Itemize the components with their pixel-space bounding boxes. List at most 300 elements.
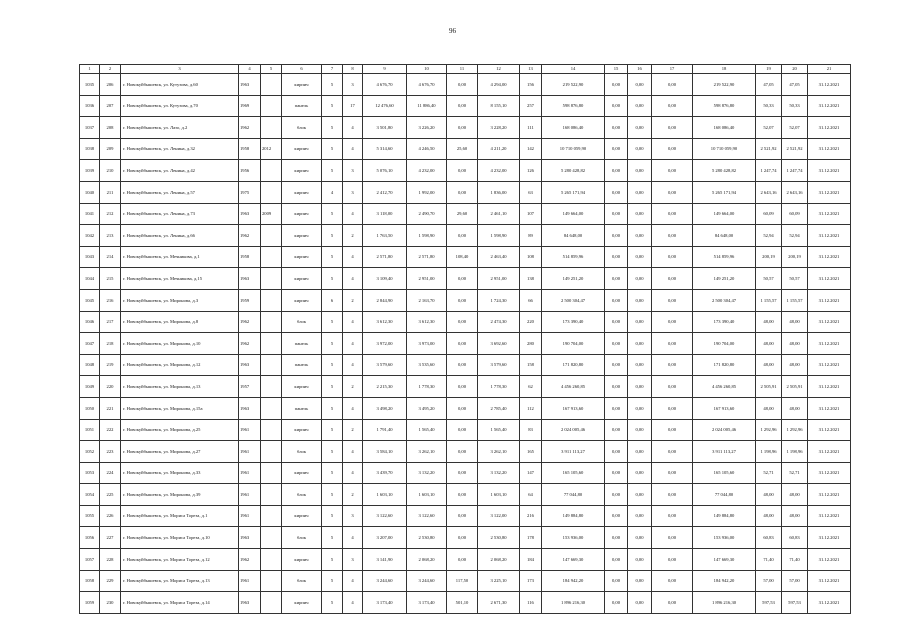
table-cell: 5 bbox=[322, 246, 343, 268]
table-cell bbox=[261, 484, 282, 506]
table-cell: 0,00 bbox=[628, 397, 652, 419]
table-cell: 0,00 bbox=[605, 74, 628, 96]
table-cell: 10 710 059,90 bbox=[542, 138, 605, 160]
table-cell: 1956 bbox=[239, 160, 261, 182]
table-cell: 2 505,91 bbox=[756, 376, 782, 398]
table-cell: панель bbox=[282, 333, 322, 355]
table-cell: 3 173,40 bbox=[363, 592, 407, 614]
table-row bbox=[80, 441, 851, 463]
table-cell: 1056 bbox=[80, 527, 100, 549]
table-cell: 0,00 bbox=[652, 354, 693, 376]
table-cell: 0,00 bbox=[605, 203, 628, 225]
table-cell: 2 785,40 bbox=[478, 397, 520, 419]
table-cell: блок bbox=[282, 441, 322, 463]
column-header: 14 bbox=[542, 65, 605, 74]
table-cell: 11 886,40 bbox=[407, 95, 447, 117]
table-cell: 1054 bbox=[80, 484, 100, 506]
table-cell: 48,00 bbox=[756, 505, 782, 527]
table-cell: 153 936,00 bbox=[693, 527, 756, 549]
table-cell: 211 bbox=[100, 181, 121, 203]
table-cell: 71,40 bbox=[782, 549, 808, 571]
table-cell: 280 bbox=[520, 333, 542, 355]
table-cell: 3 612,30 bbox=[363, 311, 407, 333]
table-cell: 48,00 bbox=[782, 311, 808, 333]
table-cell: 1 247,74 bbox=[756, 160, 782, 182]
table-cell: 1 247,74 bbox=[782, 160, 808, 182]
table-cell: 2 068,20 bbox=[478, 549, 520, 571]
table-cell: 5 265 171,94 bbox=[693, 181, 756, 203]
table-cell: г. Новокуйбышевск, ул. Кутузова, д.70 bbox=[121, 95, 239, 117]
table-cell: 4 bbox=[343, 117, 363, 139]
table-cell: г. Новокуйбышевск, ул. Ленина, д.73 bbox=[121, 203, 239, 225]
table-cell: 209 bbox=[100, 138, 121, 160]
table-cell: 77 044,80 bbox=[542, 484, 605, 506]
table-cell: 5 bbox=[322, 117, 343, 139]
table-cell: 217 bbox=[100, 311, 121, 333]
table-header bbox=[80, 65, 851, 74]
table-cell: 0,00 bbox=[628, 505, 652, 527]
table-cell: 2 643,16 bbox=[756, 181, 782, 203]
table-cell: 220 bbox=[520, 311, 542, 333]
table-cell: 2 163,70 bbox=[407, 289, 447, 311]
table-row bbox=[80, 505, 851, 527]
table-cell: 149 664,00 bbox=[693, 203, 756, 225]
table-cell: кирпич bbox=[282, 549, 322, 571]
table-cell: 50,33 bbox=[756, 95, 782, 117]
table-cell: 226 bbox=[100, 505, 121, 527]
table-cell: 2 643,16 bbox=[782, 181, 808, 203]
table-cell: кирпич bbox=[282, 376, 322, 398]
table-cell: 1 896 216,30 bbox=[693, 592, 756, 614]
table-cell: 215 bbox=[100, 268, 121, 290]
table-cell: 0,00 bbox=[628, 441, 652, 463]
table-cell: 184 942,20 bbox=[693, 570, 756, 592]
table-cell: 48,00 bbox=[782, 505, 808, 527]
table-cell: 4 bbox=[343, 570, 363, 592]
table-cell: 2 951,00 bbox=[407, 268, 447, 290]
table-cell: 0,00 bbox=[605, 462, 628, 484]
table-cell: г. Новокуйбышевск, ул. Миронова, д.39 bbox=[121, 484, 239, 506]
table-cell: 218 bbox=[100, 333, 121, 355]
table-cell: 0,00 bbox=[447, 397, 478, 419]
table-cell: 1051 bbox=[80, 419, 100, 441]
table-cell: 0,00 bbox=[628, 268, 652, 290]
table-cell: 1 155,57 bbox=[756, 289, 782, 311]
table-row bbox=[80, 462, 851, 484]
table-cell: г. Новокуйбышевск, ул. Миронова, д.12 bbox=[121, 354, 239, 376]
table-cell: 108,40 bbox=[447, 246, 478, 268]
table-cell: 31.12.2021 bbox=[808, 203, 851, 225]
table-cell: 1961 bbox=[239, 484, 261, 506]
table-cell: 0,00 bbox=[605, 505, 628, 527]
table-cell: г. Новокуйбышевск, ул. Мориса Тореза, д.13 bbox=[121, 570, 239, 592]
table-cell: 228 bbox=[100, 549, 121, 571]
table-cell: г. Новокуйбышевск, ул. Ленина, д.42 bbox=[121, 160, 239, 182]
table-cell: 0,00 bbox=[605, 160, 628, 182]
table-cell: кирпич bbox=[282, 160, 322, 182]
table-cell: г. Новокуйбышевск, ул. Мориса Тореза, д.10 bbox=[121, 527, 239, 549]
table-cell: 1043 bbox=[80, 246, 100, 268]
table-cell: 147 bbox=[520, 462, 542, 484]
column-header: 21 bbox=[808, 65, 851, 74]
table-cell: 0,00 bbox=[605, 592, 628, 614]
table-cell: 2 412,70 bbox=[363, 181, 407, 203]
table-cell: 3 579,60 bbox=[363, 354, 407, 376]
table-cell: 3 535,60 bbox=[407, 354, 447, 376]
table-cell: панель bbox=[282, 95, 322, 117]
table-cell: 0,00 bbox=[652, 160, 693, 182]
table-cell: 227 bbox=[100, 527, 121, 549]
table-cell: 1975 bbox=[239, 181, 261, 203]
table-cell bbox=[261, 95, 282, 117]
table-cell: 1963 bbox=[239, 354, 261, 376]
column-header: 16 bbox=[628, 65, 652, 74]
table-cell: 1035 bbox=[80, 74, 100, 96]
column-header: 13 bbox=[520, 65, 542, 74]
table-cell: 5 314,60 bbox=[363, 138, 407, 160]
table-cell bbox=[261, 354, 282, 376]
table-cell: 5 bbox=[322, 570, 343, 592]
table-cell: 0,00 bbox=[447, 74, 478, 96]
table-cell: 0,00 bbox=[628, 333, 652, 355]
table-cell bbox=[261, 549, 282, 571]
table-cell: 219 522,90 bbox=[542, 74, 605, 96]
table-cell: 116 bbox=[520, 592, 542, 614]
table-cell: 31.12.2021 bbox=[808, 311, 851, 333]
table-cell: 0,00 bbox=[652, 74, 693, 96]
table-cell: 1044 bbox=[80, 268, 100, 290]
table-cell: 2012 bbox=[261, 138, 282, 160]
table-cell: 89 bbox=[520, 225, 542, 247]
table-cell: 50,57 bbox=[756, 268, 782, 290]
table-cell: 60,83 bbox=[756, 527, 782, 549]
table-cell: 5 bbox=[322, 354, 343, 376]
table-row bbox=[80, 376, 851, 398]
table-cell: 2 bbox=[343, 376, 363, 398]
table-cell: г. Новокуйбышевск, ул. Кутузова, д.60 bbox=[121, 74, 239, 96]
table-cell: 149 884,80 bbox=[693, 505, 756, 527]
table-cell: 0,00 bbox=[605, 527, 628, 549]
table-cell: 1048 bbox=[80, 354, 100, 376]
table-cell: 71,40 bbox=[756, 549, 782, 571]
table-cell: 5 bbox=[322, 462, 343, 484]
table-cell: 0,00 bbox=[605, 138, 628, 160]
table-cell: 190 704,00 bbox=[693, 333, 756, 355]
table-cell: 3 584,10 bbox=[363, 441, 407, 463]
table-cell: 47,05 bbox=[782, 74, 808, 96]
table-cell: кирпич bbox=[282, 181, 322, 203]
table-cell bbox=[261, 462, 282, 484]
table-cell: 3 911 113,27 bbox=[693, 441, 756, 463]
table-cell: 48,00 bbox=[782, 484, 808, 506]
table-cell: 0,00 bbox=[628, 484, 652, 506]
table-cell bbox=[261, 117, 282, 139]
table-cell: 0,00 bbox=[447, 268, 478, 290]
table-cell: 4 676,70 bbox=[407, 74, 447, 96]
table-cell: кирпич bbox=[282, 246, 322, 268]
table-cell: 31.12.2021 bbox=[808, 397, 851, 419]
table-cell: 1961 bbox=[239, 419, 261, 441]
table-cell: г. Новокуйбышевск, ул. Мориса Тореза, д.12 bbox=[121, 549, 239, 571]
table-cell: панель bbox=[282, 397, 322, 419]
table-cell: 48,00 bbox=[782, 354, 808, 376]
column-header: 17 bbox=[652, 65, 693, 74]
table-cell: 5 bbox=[322, 592, 343, 614]
table-cell: 0,00 bbox=[628, 462, 652, 484]
table-cell: 208 bbox=[100, 117, 121, 139]
table-cell: 4 bbox=[343, 203, 363, 225]
table-cell: 52,07 bbox=[782, 117, 808, 139]
table-cell: г. Новокуйбышевск, ул. Ленина, д.57 bbox=[121, 181, 239, 203]
table-cell: 3 972,00 bbox=[363, 333, 407, 355]
table-cell: г. Новокуйбышевск, ул. Миронова, д.33 bbox=[121, 462, 239, 484]
table-cell: 0,00 bbox=[605, 570, 628, 592]
table-cell: 5 bbox=[322, 333, 343, 355]
table-cell: 1 603,10 bbox=[363, 484, 407, 506]
table-cell: 2 571,80 bbox=[407, 246, 447, 268]
column-header: 1 bbox=[80, 65, 100, 74]
table-row bbox=[80, 268, 851, 290]
table-cell: 0,00 bbox=[447, 181, 478, 203]
table-cell: 514 859,96 bbox=[693, 246, 756, 268]
table-cell: 4 456 260,85 bbox=[542, 376, 605, 398]
column-header: 4 bbox=[239, 65, 261, 74]
table-cell: 1057 bbox=[80, 549, 100, 571]
table-cell: 4 bbox=[343, 397, 363, 419]
table-cell: 4 bbox=[343, 333, 363, 355]
table-row bbox=[80, 311, 851, 333]
table-cell: 29,60 bbox=[447, 203, 478, 225]
table-cell: 229 bbox=[100, 570, 121, 592]
table-cell: 52,71 bbox=[756, 462, 782, 484]
table-cell: 5 bbox=[322, 268, 343, 290]
table-cell: 0,00 bbox=[447, 354, 478, 376]
table-cell: 0,00 bbox=[447, 289, 478, 311]
table-cell: 111 bbox=[520, 117, 542, 139]
table-cell: 3 439,70 bbox=[363, 462, 407, 484]
table-cell: 5 bbox=[322, 441, 343, 463]
table-cell: 4 676,70 bbox=[363, 74, 407, 96]
table-cell: 1050 bbox=[80, 397, 100, 419]
column-header: 12 bbox=[478, 65, 520, 74]
table-cell: 8 155,10 bbox=[478, 95, 520, 117]
table-cell: 0,00 bbox=[652, 549, 693, 571]
table-cell bbox=[261, 268, 282, 290]
table-cell: 117,50 bbox=[447, 570, 478, 592]
table-cell: 1 763,50 bbox=[363, 225, 407, 247]
table-cell: блок bbox=[282, 311, 322, 333]
table-cell: 1961 bbox=[239, 441, 261, 463]
table-cell bbox=[261, 225, 282, 247]
table-cell: 2 068,20 bbox=[407, 549, 447, 571]
table-cell bbox=[261, 311, 282, 333]
table-cell: 1059 bbox=[80, 592, 100, 614]
table-cell: 1037 bbox=[80, 117, 100, 139]
table-cell: 5 280 428,82 bbox=[542, 160, 605, 182]
table-cell: г. Новокуйбышевск, ул. Миронова, д.15а bbox=[121, 397, 239, 419]
table-cell: 165 105,60 bbox=[693, 462, 756, 484]
table-row bbox=[80, 138, 851, 160]
table-cell: 2 461,10 bbox=[478, 203, 520, 225]
table-cell: 149 884,80 bbox=[542, 505, 605, 527]
table-cell: 83 bbox=[520, 419, 542, 441]
table-cell: 212 bbox=[100, 203, 121, 225]
table-cell: 0,00 bbox=[628, 549, 652, 571]
table-cell: 5 bbox=[322, 376, 343, 398]
table-cell: 0,00 bbox=[605, 549, 628, 571]
table-cell: 2 571,80 bbox=[363, 246, 407, 268]
table-cell: 0,00 bbox=[447, 549, 478, 571]
table-cell: 3 498,20 bbox=[363, 397, 407, 419]
table-cell: 84 648,00 bbox=[542, 225, 605, 247]
table-cell: 1 603,10 bbox=[478, 484, 520, 506]
table-cell bbox=[261, 419, 282, 441]
table-cell: 219 bbox=[100, 354, 121, 376]
table-cell: 2 500 304,47 bbox=[693, 289, 756, 311]
table-row bbox=[80, 397, 851, 419]
table-cell: 3 bbox=[343, 160, 363, 182]
table-cell: 1 896 216,30 bbox=[542, 592, 605, 614]
table-cell: 50,33 bbox=[782, 95, 808, 117]
table-cell: 10 710 059,90 bbox=[693, 138, 756, 160]
table-cell: 1052 bbox=[80, 441, 100, 463]
table-cell: 1963 bbox=[239, 203, 261, 225]
table-cell: 0,00 bbox=[628, 376, 652, 398]
table-cell: 5 bbox=[322, 484, 343, 506]
table-cell: 0,00 bbox=[652, 484, 693, 506]
table-cell: 3 122,60 bbox=[407, 505, 447, 527]
table-cell: 221 bbox=[100, 397, 121, 419]
table-cell bbox=[261, 289, 282, 311]
table-cell: 3 109,40 bbox=[363, 268, 407, 290]
table-cell: г. Новокуйбышевск, ул. Миронова, д.8 bbox=[121, 311, 239, 333]
table-cell: 2 474,30 bbox=[478, 311, 520, 333]
table-cell: кирпич bbox=[282, 592, 322, 614]
table-cell: 223 bbox=[100, 441, 121, 463]
table-cell: 2 024 005,46 bbox=[542, 419, 605, 441]
table-cell: 1 292,96 bbox=[756, 419, 782, 441]
table-cell: 173 390,40 bbox=[542, 311, 605, 333]
table-cell: 2 530,80 bbox=[478, 527, 520, 549]
table-row bbox=[80, 484, 851, 506]
table-row bbox=[80, 74, 851, 96]
table-cell: 50,57 bbox=[782, 268, 808, 290]
table-cell: 2 951,00 bbox=[478, 268, 520, 290]
table-cell: 142 bbox=[520, 138, 542, 160]
table-cell: 0,00 bbox=[628, 246, 652, 268]
table-cell: 31.12.2021 bbox=[808, 462, 851, 484]
table-cell: 3 bbox=[343, 181, 363, 203]
table-cell: 3 612,30 bbox=[407, 311, 447, 333]
table-cell: 0,00 bbox=[605, 225, 628, 247]
table-cell: 31.12.2021 bbox=[808, 441, 851, 463]
table-cell: 4 232,00 bbox=[478, 160, 520, 182]
table-cell: 3 173,40 bbox=[407, 592, 447, 614]
table-cell: 149 664,00 bbox=[542, 203, 605, 225]
table-cell: 48,00 bbox=[756, 333, 782, 355]
table-cell: 0,00 bbox=[628, 527, 652, 549]
table-cell: 1 155,57 bbox=[782, 289, 808, 311]
column-header: 3 bbox=[121, 65, 239, 74]
table-cell: 31.12.2021 bbox=[808, 181, 851, 203]
table-cell: 0,00 bbox=[652, 311, 693, 333]
table-cell: 52,71 bbox=[782, 462, 808, 484]
table-cell: 0,00 bbox=[628, 160, 652, 182]
table-cell bbox=[261, 74, 282, 96]
table-cell: кирпич bbox=[282, 203, 322, 225]
table-cell: 0,00 bbox=[652, 138, 693, 160]
table-cell: 0,00 bbox=[652, 181, 693, 203]
table-cell: 3 141,90 bbox=[363, 549, 407, 571]
table-cell: 1 603,10 bbox=[407, 484, 447, 506]
table-cell bbox=[261, 505, 282, 527]
table-cell: 5 bbox=[322, 160, 343, 182]
table-cell: 5 bbox=[322, 397, 343, 419]
table-cell: 1 836,00 bbox=[478, 181, 520, 203]
table-cell: 0,00 bbox=[447, 311, 478, 333]
table-cell: 200,19 bbox=[756, 246, 782, 268]
housing-table bbox=[79, 64, 851, 614]
table-cell: 0,00 bbox=[652, 268, 693, 290]
table-cell: 31.12.2021 bbox=[808, 138, 851, 160]
table-cell bbox=[261, 397, 282, 419]
table-cell: г. Новокуйбышевск, ул. Мориса Тореза, д.1 bbox=[121, 505, 239, 527]
table-cell: 66 bbox=[520, 289, 542, 311]
table-cell: 31.12.2021 bbox=[808, 505, 851, 527]
table-cell: г. Новокуйбышевск, ул. Миронова, д.13 bbox=[121, 376, 239, 398]
table-cell: 0,00 bbox=[447, 484, 478, 506]
table-cell: 0,00 bbox=[628, 570, 652, 592]
table-cell: 3 244,60 bbox=[363, 570, 407, 592]
table-cell: 0,00 bbox=[605, 268, 628, 290]
table-cell: 5 280 428,82 bbox=[693, 160, 756, 182]
table-cell: 1 565,40 bbox=[407, 419, 447, 441]
table-cell: 0,00 bbox=[652, 95, 693, 117]
table-cell: 0,00 bbox=[447, 505, 478, 527]
table-cell: 0,00 bbox=[652, 527, 693, 549]
table-cell: 1045 bbox=[80, 289, 100, 311]
table-cell: 112 bbox=[520, 397, 542, 419]
table-cell: 31.12.2021 bbox=[808, 592, 851, 614]
housing-table-container bbox=[79, 64, 850, 614]
table-cell: 5 bbox=[322, 549, 343, 571]
table-cell: 3 262,10 bbox=[478, 441, 520, 463]
table-cell: 5 bbox=[322, 225, 343, 247]
table-row bbox=[80, 117, 851, 139]
table-cell: 0,00 bbox=[628, 419, 652, 441]
table-cell: блок bbox=[282, 527, 322, 549]
table-cell: 2 521,92 bbox=[756, 138, 782, 160]
table-row bbox=[80, 225, 851, 247]
table-cell: 1036 bbox=[80, 95, 100, 117]
table-cell: 1957 bbox=[239, 376, 261, 398]
table-cell: 214 bbox=[100, 246, 121, 268]
table-cell: 3 bbox=[343, 505, 363, 527]
table-cell: 57,00 bbox=[782, 570, 808, 592]
table-cell: 598 876,80 bbox=[693, 95, 756, 117]
table-cell: 4 bbox=[322, 181, 343, 203]
table-cell: 0,00 bbox=[605, 95, 628, 117]
column-header: 11 bbox=[447, 65, 478, 74]
table-cell: 4 456 260,85 bbox=[693, 376, 756, 398]
table-cell bbox=[261, 592, 282, 614]
table-cell: 149 251,20 bbox=[542, 268, 605, 290]
table-cell: г. Новокуйбышевск, ул. Лазо, д.2 bbox=[121, 117, 239, 139]
table-cell: 147 669,30 bbox=[693, 549, 756, 571]
table-cell bbox=[261, 160, 282, 182]
table-cell: 3 262,10 bbox=[407, 441, 447, 463]
table-cell: 167 913,60 bbox=[693, 397, 756, 419]
